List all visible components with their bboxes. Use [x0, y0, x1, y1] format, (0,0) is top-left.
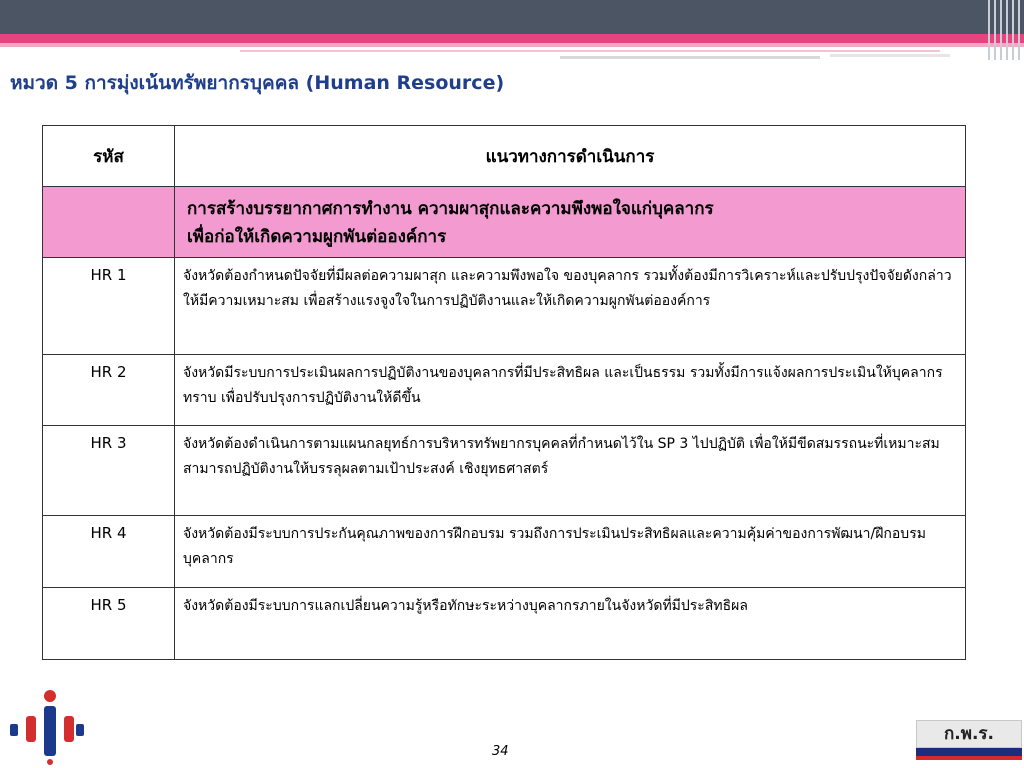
opdc-logo-text: ก.พ.ร.	[916, 720, 1022, 748]
top-pink-line	[240, 50, 940, 52]
table-header-row	[43, 126, 966, 187]
row-description: จังหวัดต้องดำเนินการตามแผนกลยุทธ์การบริหารทรัพยากรบุคคลที่กำหนดไว้ใน SP 3 ไปปฏิบัติ เพื่อให้มีขีดสมรรถนะที่เหมาะสม สามารถปฏิบัติงานให้บรรลุผลตามเป้าประสงค์ เชิงยุทธศาสตร์	[175, 426, 966, 516]
table-row	[43, 355, 966, 426]
row-description: จังหวัดต้องกำหนดปัจจัยที่มีผลต่อความผาสุก และความพึงพอใจ ของบุคลากร รวมทั้งต้องมีการวิเคราะห์และปรับปรุงปัจจัยดังกล่าวให้มีความเหมาะสม เพื่อสร้างแรงจูงใจในการปฏิบัติงานและให้เกิดความผูกพันต่อองค์การ	[175, 258, 966, 355]
row-code: HR 3	[43, 426, 175, 516]
row-description: จังหวัดมีระบบการประเมินผลการปฏิบัติงานของบุคลากรที่มีประสิทธิผล และเป็นธรรม รวมทั้งมีการแจ้งผลการประเมินให้บุคลากรทราบ เพื่อปรับปรุงการปฏิบัติงานให้ดีขึ้น	[175, 355, 966, 426]
top-pink-band-light	[0, 43, 1024, 47]
row-code: HR 2	[43, 355, 175, 426]
row-code: HR 1	[43, 258, 175, 355]
opdc-logo-red-bar	[916, 756, 1022, 760]
page-title: หมวด 5 การมุ่งเน้นทรัพยากรบุคคล (Human Resource)	[10, 72, 505, 94]
subheading-empty-cell	[43, 187, 175, 258]
page-number: 34	[492, 744, 509, 759]
table-subheading-row	[43, 187, 966, 258]
header-description: แนวทางการดำเนินการ	[175, 126, 966, 187]
decor-stripes	[984, 0, 1024, 60]
decor-grey-bar-2	[830, 54, 950, 57]
guidelines-table	[42, 125, 966, 660]
opdc-logo	[916, 720, 1022, 764]
subheading-line-1: การสร้างบรรยากาศการทำงาน ความผาสุกและความพึงพอใจแก่บุคลากร	[187, 199, 714, 219]
subheading-line-2: เพื่อก่อให้เกิดความผูกพันต่อองค์การ	[187, 227, 447, 247]
row-description: จังหวัดต้องมีระบบการแลกเปลี่ยนความรู้หรือทักษะระหว่างบุคลากรภายในจังหวัดที่มีประสิทธิผล	[175, 588, 966, 660]
row-code: HR 4	[43, 516, 175, 588]
row-description: จังหวัดต้องมีระบบการประกันคุณภาพของการฝึกอบรม รวมถึงการประเมินประสิทธิผลและความคุ้มค่าของการพัฒนา/ฝึกอบรมบุคลากร	[175, 516, 966, 588]
top-banner	[0, 0, 1024, 34]
table-row	[43, 588, 966, 660]
decor-grey-bar	[560, 56, 820, 59]
table-row	[43, 258, 966, 355]
table-row	[43, 516, 966, 588]
row-code: HR 5	[43, 588, 175, 660]
header-code: รหัส	[43, 126, 175, 187]
top-pink-band	[0, 34, 1024, 43]
organization-logo-icon	[6, 688, 86, 766]
opdc-logo-bar	[916, 748, 1022, 756]
table-row	[43, 426, 966, 516]
subheading-cell	[175, 187, 966, 258]
